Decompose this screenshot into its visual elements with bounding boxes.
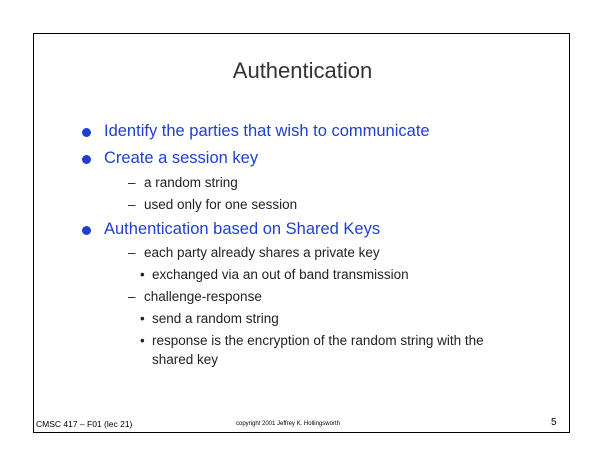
bullet-identify-parties: Identify the parties that wish to communicate — [104, 122, 430, 140]
subsubitem-continuation: shared key — [152, 352, 219, 367]
slide-title: Authentication — [232, 58, 373, 83]
page-number: 5 — [551, 417, 557, 428]
subitem-challenge-response — [128, 289, 262, 304]
dash-marker: – — [128, 289, 136, 304]
bullet-dot — [82, 128, 91, 137]
subsubitem-out-of-band — [140, 267, 409, 282]
footer-course-label: CMSC 417 – F01 (lec 21) — [36, 419, 133, 429]
dash-marker: – — [128, 197, 136, 212]
subsubitem-send-random — [140, 311, 279, 326]
bullet-session-key: Create a session key — [104, 149, 259, 167]
subsubitem-label: send a random string — [152, 311, 279, 326]
subitem-label: used only for one session — [144, 197, 298, 212]
subitem-random-string — [128, 175, 238, 190]
bullet-dot — [82, 226, 91, 235]
dash-marker: – — [128, 245, 136, 260]
small-bullet-marker: • — [140, 333, 145, 348]
dash-marker: – — [128, 175, 136, 190]
subsubitem-label: exchanged via an out of band transmission — [152, 267, 409, 282]
bullet-dot — [82, 155, 91, 164]
subitem-one-session — [128, 197, 297, 212]
footer-copyright: copyright 2001 Jeffrey K. Hollingsworth — [236, 421, 340, 427]
subitem-label: challenge-response — [144, 289, 262, 304]
subitem-private-key — [128, 245, 380, 260]
subsubitem-label: response is the encryption of the random string with the — [152, 333, 484, 348]
small-bullet-marker: • — [140, 311, 145, 326]
bullet-shared-keys: Authentication based on Shared Keys — [104, 220, 381, 238]
small-bullet-marker: • — [140, 267, 145, 282]
subitem-label: each party already shares a private key — [144, 245, 380, 260]
subsubitem-response-encryption — [140, 333, 484, 348]
subitem-label: a random string — [144, 175, 238, 190]
